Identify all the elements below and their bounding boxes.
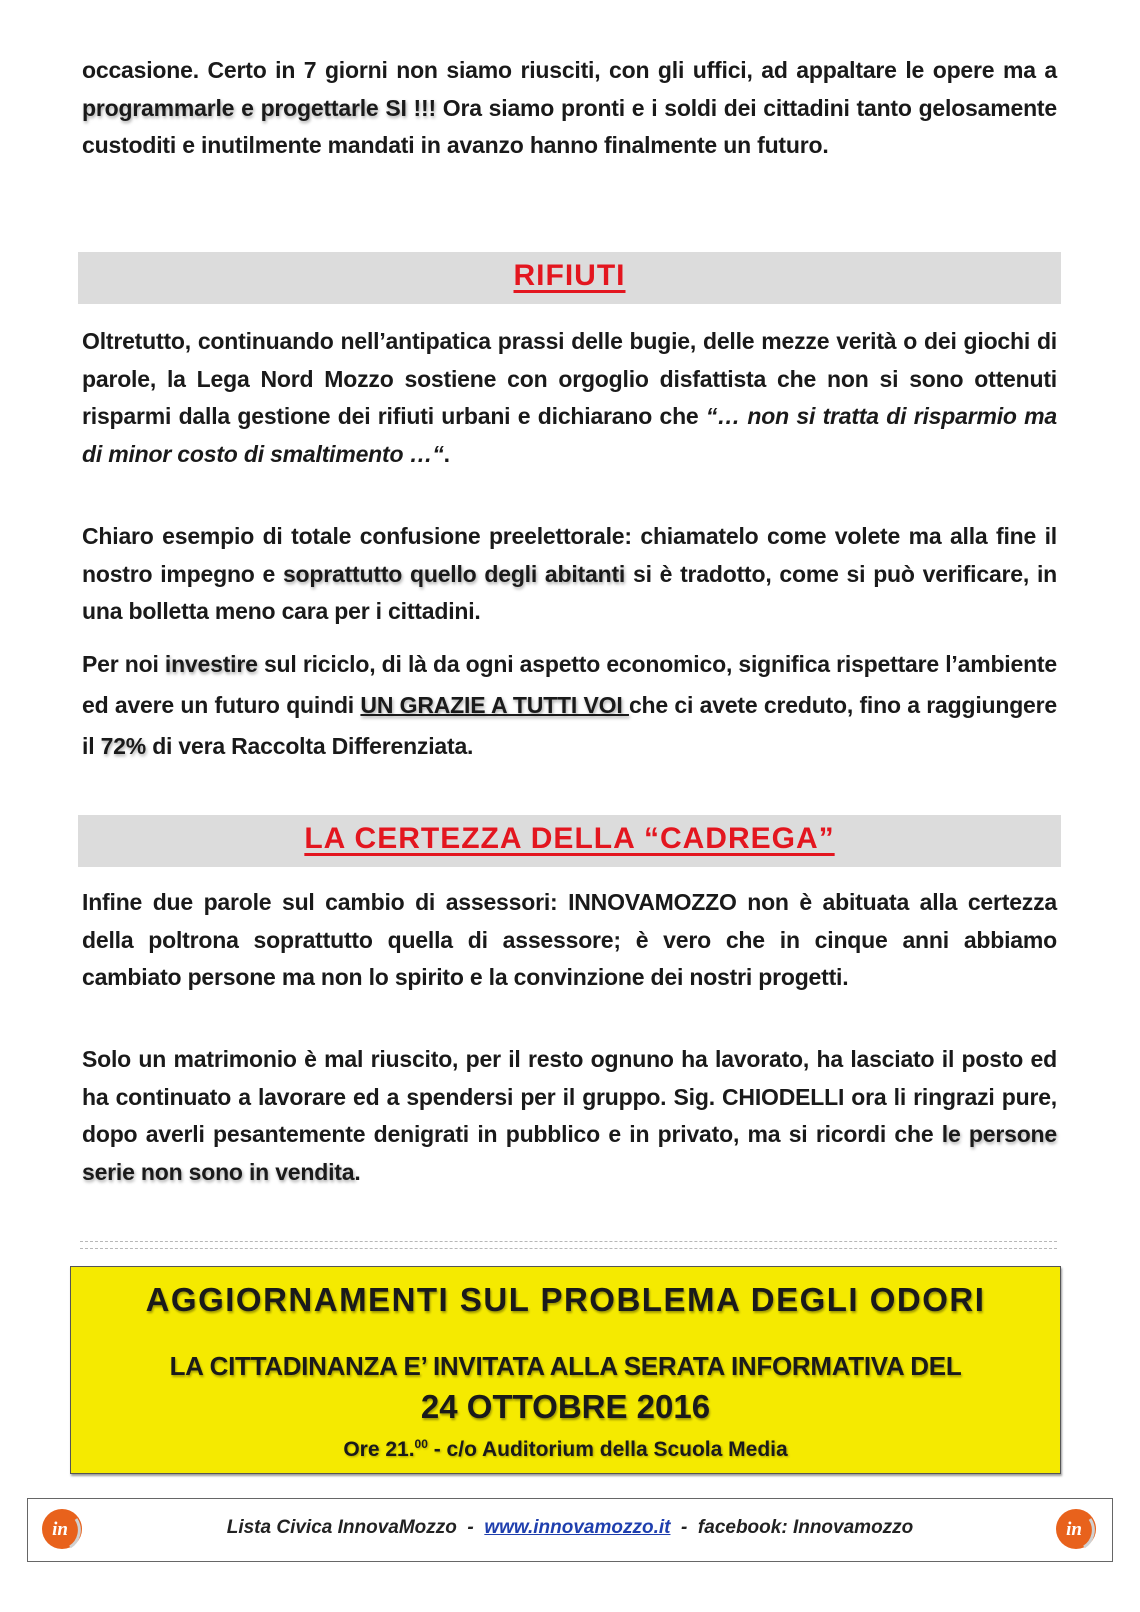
rifiuti-banner (78, 252, 1061, 304)
notice-date: 24 OTTOBRE 2016 (420, 1388, 711, 1425)
cadrega-p2-highlight: le persone serie non sono in vendita (82, 1121, 1057, 1185)
cadrega-banner (78, 815, 1061, 867)
footer-dash-2: - (670, 1517, 698, 1538)
cadrega-paragraph-1 (82, 884, 1057, 997)
website-link[interactable]: www.innovamozzo.it (484, 1517, 671, 1538)
footer-org: Lista Civica InnovaMozzo (226, 1517, 457, 1538)
odori-notice-box (70, 1266, 1061, 1474)
rifiuti-p3-text-2: sul riciclo, di là da ogni aspetto economico, significa rispettare l’ambiente ed avere un futuro quindi (82, 651, 1057, 718)
svg-text:in: in (1066, 1519, 1082, 1540)
cadrega-paragraph-2 (82, 1041, 1057, 1191)
cadrega-p2-text: Solo un matrimonio è mal riuscito, per il resto ognuno ha lavorato, ha lasciato il posto ed ha continuato a lavorare ed a spendersi per il gruppo. Sig. CHIODELLI ora li ringrazi pure, dopo averli pesantemente denigrati in pubblico e in privato, ma si ricordi che (82, 1046, 1057, 1147)
rifiuti-paragraph-2 (82, 518, 1057, 631)
notice-place: - c/o Auditorium della Scuola Media (427, 1438, 788, 1461)
percent-highlight: 72% (100, 733, 147, 759)
svg-text:in: in (52, 1519, 68, 1540)
rifiuti-p2-text-1: Chiaro esempio di totale confusione preelettorale: chiamatelo come volete ma alla fine il nostro impegno e (82, 523, 1057, 587)
rifiuti-paragraph-3 (82, 644, 1057, 767)
footer-facebook: facebook: Innovamozzo (697, 1517, 914, 1538)
rifiuti-title: RIFIUTI (513, 259, 626, 292)
cadrega-p2-end: . (354, 1158, 361, 1185)
cadrega-title: LA CERTEZZA DELLA “CADREGA” (304, 822, 835, 855)
innovamozzo-logo-right-icon (1054, 1507, 1098, 1551)
footer-text (28, 1517, 1112, 1539)
footer (27, 1498, 1113, 1562)
notice-invite: LA CITTADINANZA E’ INVITATA ALLA SERATA INFORMATIVA DEL (169, 1351, 962, 1381)
rifiuti-p2-highlight: soprattutto quello degli abitanti (282, 560, 626, 587)
rifiuti-paragraph-1 (82, 323, 1057, 473)
rifiuti-p1-end: . (443, 440, 450, 467)
footer-dash-1: - (456, 1517, 485, 1538)
notice-time: Ore 21. (343, 1438, 415, 1461)
notice-time-place (71, 1437, 1060, 1462)
intro-paragraph (82, 52, 1057, 165)
intro-highlight: programmarle e progettarle SI !!! (82, 94, 436, 121)
lega-quote: “… non si tratta di risparmio ma di minor costo di smaltimento …“ (82, 403, 1057, 467)
cadrega-p1-text: Infine due parole sul cambio di assessori: INNOVAMOZZO non è abituata alla certezza della poltrona soprattutto quella di assessore; è vero che in cinque anni abbiamo cambiato persone ma non lo spirito e la convinzione dei nostri progetti. (82, 889, 1057, 990)
rifiuti-p2-text-2: si è tradotto, come si può verificare, in una bolletta meno cara per i cittadini. (82, 560, 1057, 624)
intro-text-1: occasione. Certo in 7 giorni non siamo riusciti, con gli uffici, ad appaltare le opere ma a (82, 57, 1057, 83)
notice-heading: AGGIORNAMENTI SUL PROBLEMA DEGLI ODORI (145, 1281, 986, 1318)
rifiuti-p3-text-1: Per noi (82, 651, 165, 677)
separator-line (80, 1241, 1057, 1249)
grazie-highlight: UN GRAZIE A TUTTI VOI (360, 692, 629, 718)
notice-time-sup: 00 (414, 1437, 428, 1451)
rifiuti-p3-text-4: di vera Raccolta Differenziata. (146, 733, 474, 759)
intro-text-2: Ora siamo pronti e i soldi dei cittadini tanto gelosamente custoditi e inutilmente mandati in avanzo hanno finalmente un futuro. (82, 94, 1057, 158)
investire-highlight: investire (164, 651, 258, 677)
rifiuti-p3-text-3: che ci avete creduto, fino a raggiungere il (82, 692, 1057, 759)
rifiuti-p1-text: Oltretutto, continuando nell’antipatica prassi delle bugie, delle mezze verità o dei giochi di parole, la Lega Nord Mozzo sostiene con orgoglio disfattista che non si sono ottenuti risparmi dalla gestione dei rifiuti urbani e dichiarano che (82, 328, 1057, 429)
